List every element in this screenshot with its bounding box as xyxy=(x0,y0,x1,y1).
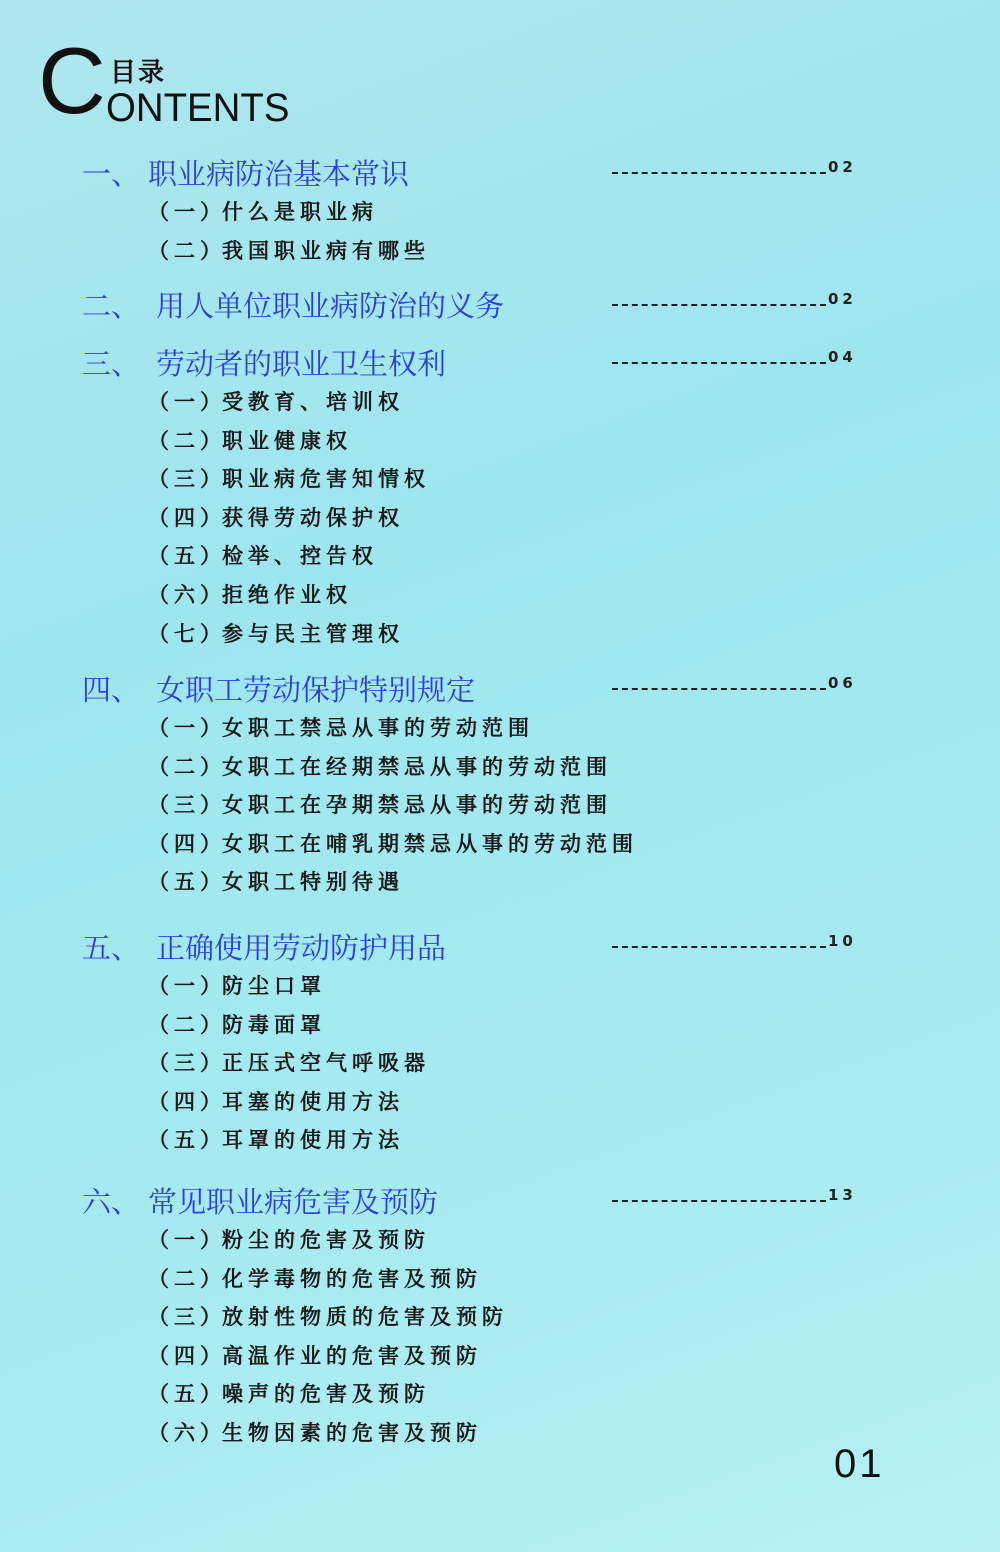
contents-chinese-title: 目录 xyxy=(110,58,167,88)
section-page-number: 04 xyxy=(828,348,857,366)
subsection-title[interactable]: 高温作业的危害及预防 xyxy=(222,1343,482,1368)
section-number: 六、 xyxy=(82,1185,141,1219)
subsection-number: （一） xyxy=(148,200,226,224)
section-number: 四、 xyxy=(82,673,141,707)
subsection-number: （一） xyxy=(148,716,226,740)
dotted-leader xyxy=(612,158,826,174)
dotted-leader xyxy=(612,348,826,364)
section-title[interactable]: 劳动者的职业卫生权利 xyxy=(156,347,447,381)
dotted-leader xyxy=(612,932,826,948)
subsection-title[interactable]: 参与民主管理权 xyxy=(222,621,404,646)
section-number: 一、 xyxy=(82,157,141,191)
subsection-title[interactable]: 放射性物质的危害及预防 xyxy=(222,1305,508,1330)
subsection-title[interactable]: 耳罩的使用方法 xyxy=(222,1128,404,1153)
subsection-title[interactable]: 什么是职业病 xyxy=(222,200,378,224)
section-title[interactable]: 正确使用劳动防护用品 xyxy=(156,931,447,965)
subsection-number: （一） xyxy=(148,974,226,998)
contents-header xyxy=(38,28,338,138)
subsection-number: （一） xyxy=(148,1228,226,1252)
section-page-number: 06 xyxy=(828,674,857,692)
subsection-number: （四） xyxy=(148,1089,226,1114)
subsection-number: （六） xyxy=(148,1421,226,1445)
subsection-title[interactable]: 耳塞的使用方法 xyxy=(222,1089,404,1114)
subsection-title[interactable]: 女职工在哺乳期禁忌从事的劳动范围 xyxy=(222,831,638,856)
subsection-number: （二） xyxy=(148,428,226,453)
subsection-number: （二） xyxy=(148,238,226,263)
subsection-number: （三） xyxy=(148,793,226,818)
subsection-title[interactable]: 女职工特别待遇 xyxy=(222,870,404,895)
subsection-title[interactable]: 职业健康权 xyxy=(222,428,352,453)
subsection-title[interactable]: 防毒面罩 xyxy=(222,1012,326,1037)
subsection-title[interactable]: 职业病危害知情权 xyxy=(222,467,430,492)
subsection-number: （三） xyxy=(148,1305,226,1330)
section-page-number: 13 xyxy=(828,1186,857,1204)
subsection-number: （五） xyxy=(148,544,226,569)
subsection-number: （二） xyxy=(148,1012,226,1037)
section-title[interactable]: 常见职业病危害及预防 xyxy=(148,1185,439,1219)
subsection-number: （四） xyxy=(148,831,226,856)
subsection-number: （二） xyxy=(148,754,226,779)
subsection-title[interactable]: 检举、控告权 xyxy=(222,544,378,569)
subsection-number: （七） xyxy=(148,621,226,646)
subsection-number: （四） xyxy=(148,1343,226,1368)
subsection-number: （六） xyxy=(148,583,226,607)
subsection-number: （四） xyxy=(148,505,226,530)
contents-word: ONTENTS xyxy=(106,86,290,130)
subsection-title[interactable]: 化学毒物的危害及预防 xyxy=(222,1266,482,1291)
section-title[interactable]: 职业病防治基本常识 xyxy=(148,157,410,191)
subsection-number: （二） xyxy=(148,1266,226,1291)
section-number: 五、 xyxy=(82,931,141,965)
subsection-title[interactable]: 获得劳动保护权 xyxy=(222,505,404,530)
subsection-title[interactable]: 女职工在孕期禁忌从事的劳动范围 xyxy=(222,793,612,818)
dotted-leader xyxy=(612,674,826,690)
subsection-number: （三） xyxy=(148,467,226,492)
section-title[interactable]: 用人单位职业病防治的义务 xyxy=(156,289,505,323)
subsection-number: （五） xyxy=(148,1128,226,1153)
subsection-number: （一） xyxy=(148,390,226,414)
section-page-number: 02 xyxy=(828,158,857,176)
subsection-title[interactable]: 拒绝作业权 xyxy=(222,583,352,607)
section-number: 二、 xyxy=(82,289,141,323)
subsection-number: （三） xyxy=(148,1051,226,1076)
subsection-title[interactable]: 噪声的危害及预防 xyxy=(222,1382,430,1407)
subsection-title[interactable]: 粉尘的危害及预防 xyxy=(222,1228,430,1252)
dotted-leader xyxy=(612,1186,826,1202)
subsection-title[interactable]: 生物因素的危害及预防 xyxy=(222,1421,482,1445)
dotted-leader xyxy=(612,290,826,306)
section-title[interactable]: 女职工劳动保护特别规定 xyxy=(156,673,476,707)
subsection-title[interactable]: 我国职业病有哪些 xyxy=(222,238,430,263)
subsection-title[interactable]: 女职工在经期禁忌从事的劳动范围 xyxy=(222,754,612,779)
section-page-number: 02 xyxy=(828,290,857,308)
section-number: 三、 xyxy=(82,347,141,381)
subsection-title[interactable]: 受教育、培训权 xyxy=(222,390,404,414)
page-number: 01 xyxy=(834,1442,885,1486)
section-page-number: 10 xyxy=(828,932,857,950)
subsection-title[interactable]: 防尘口罩 xyxy=(222,974,326,998)
subsection-number: （五） xyxy=(148,870,226,895)
subsection-title[interactable]: 女职工禁忌从事的劳动范围 xyxy=(222,716,534,740)
subsection-title[interactable]: 正压式空气呼吸器 xyxy=(222,1051,430,1076)
contents-big-letter: C xyxy=(38,28,106,133)
subsection-number: （五） xyxy=(148,1382,226,1407)
